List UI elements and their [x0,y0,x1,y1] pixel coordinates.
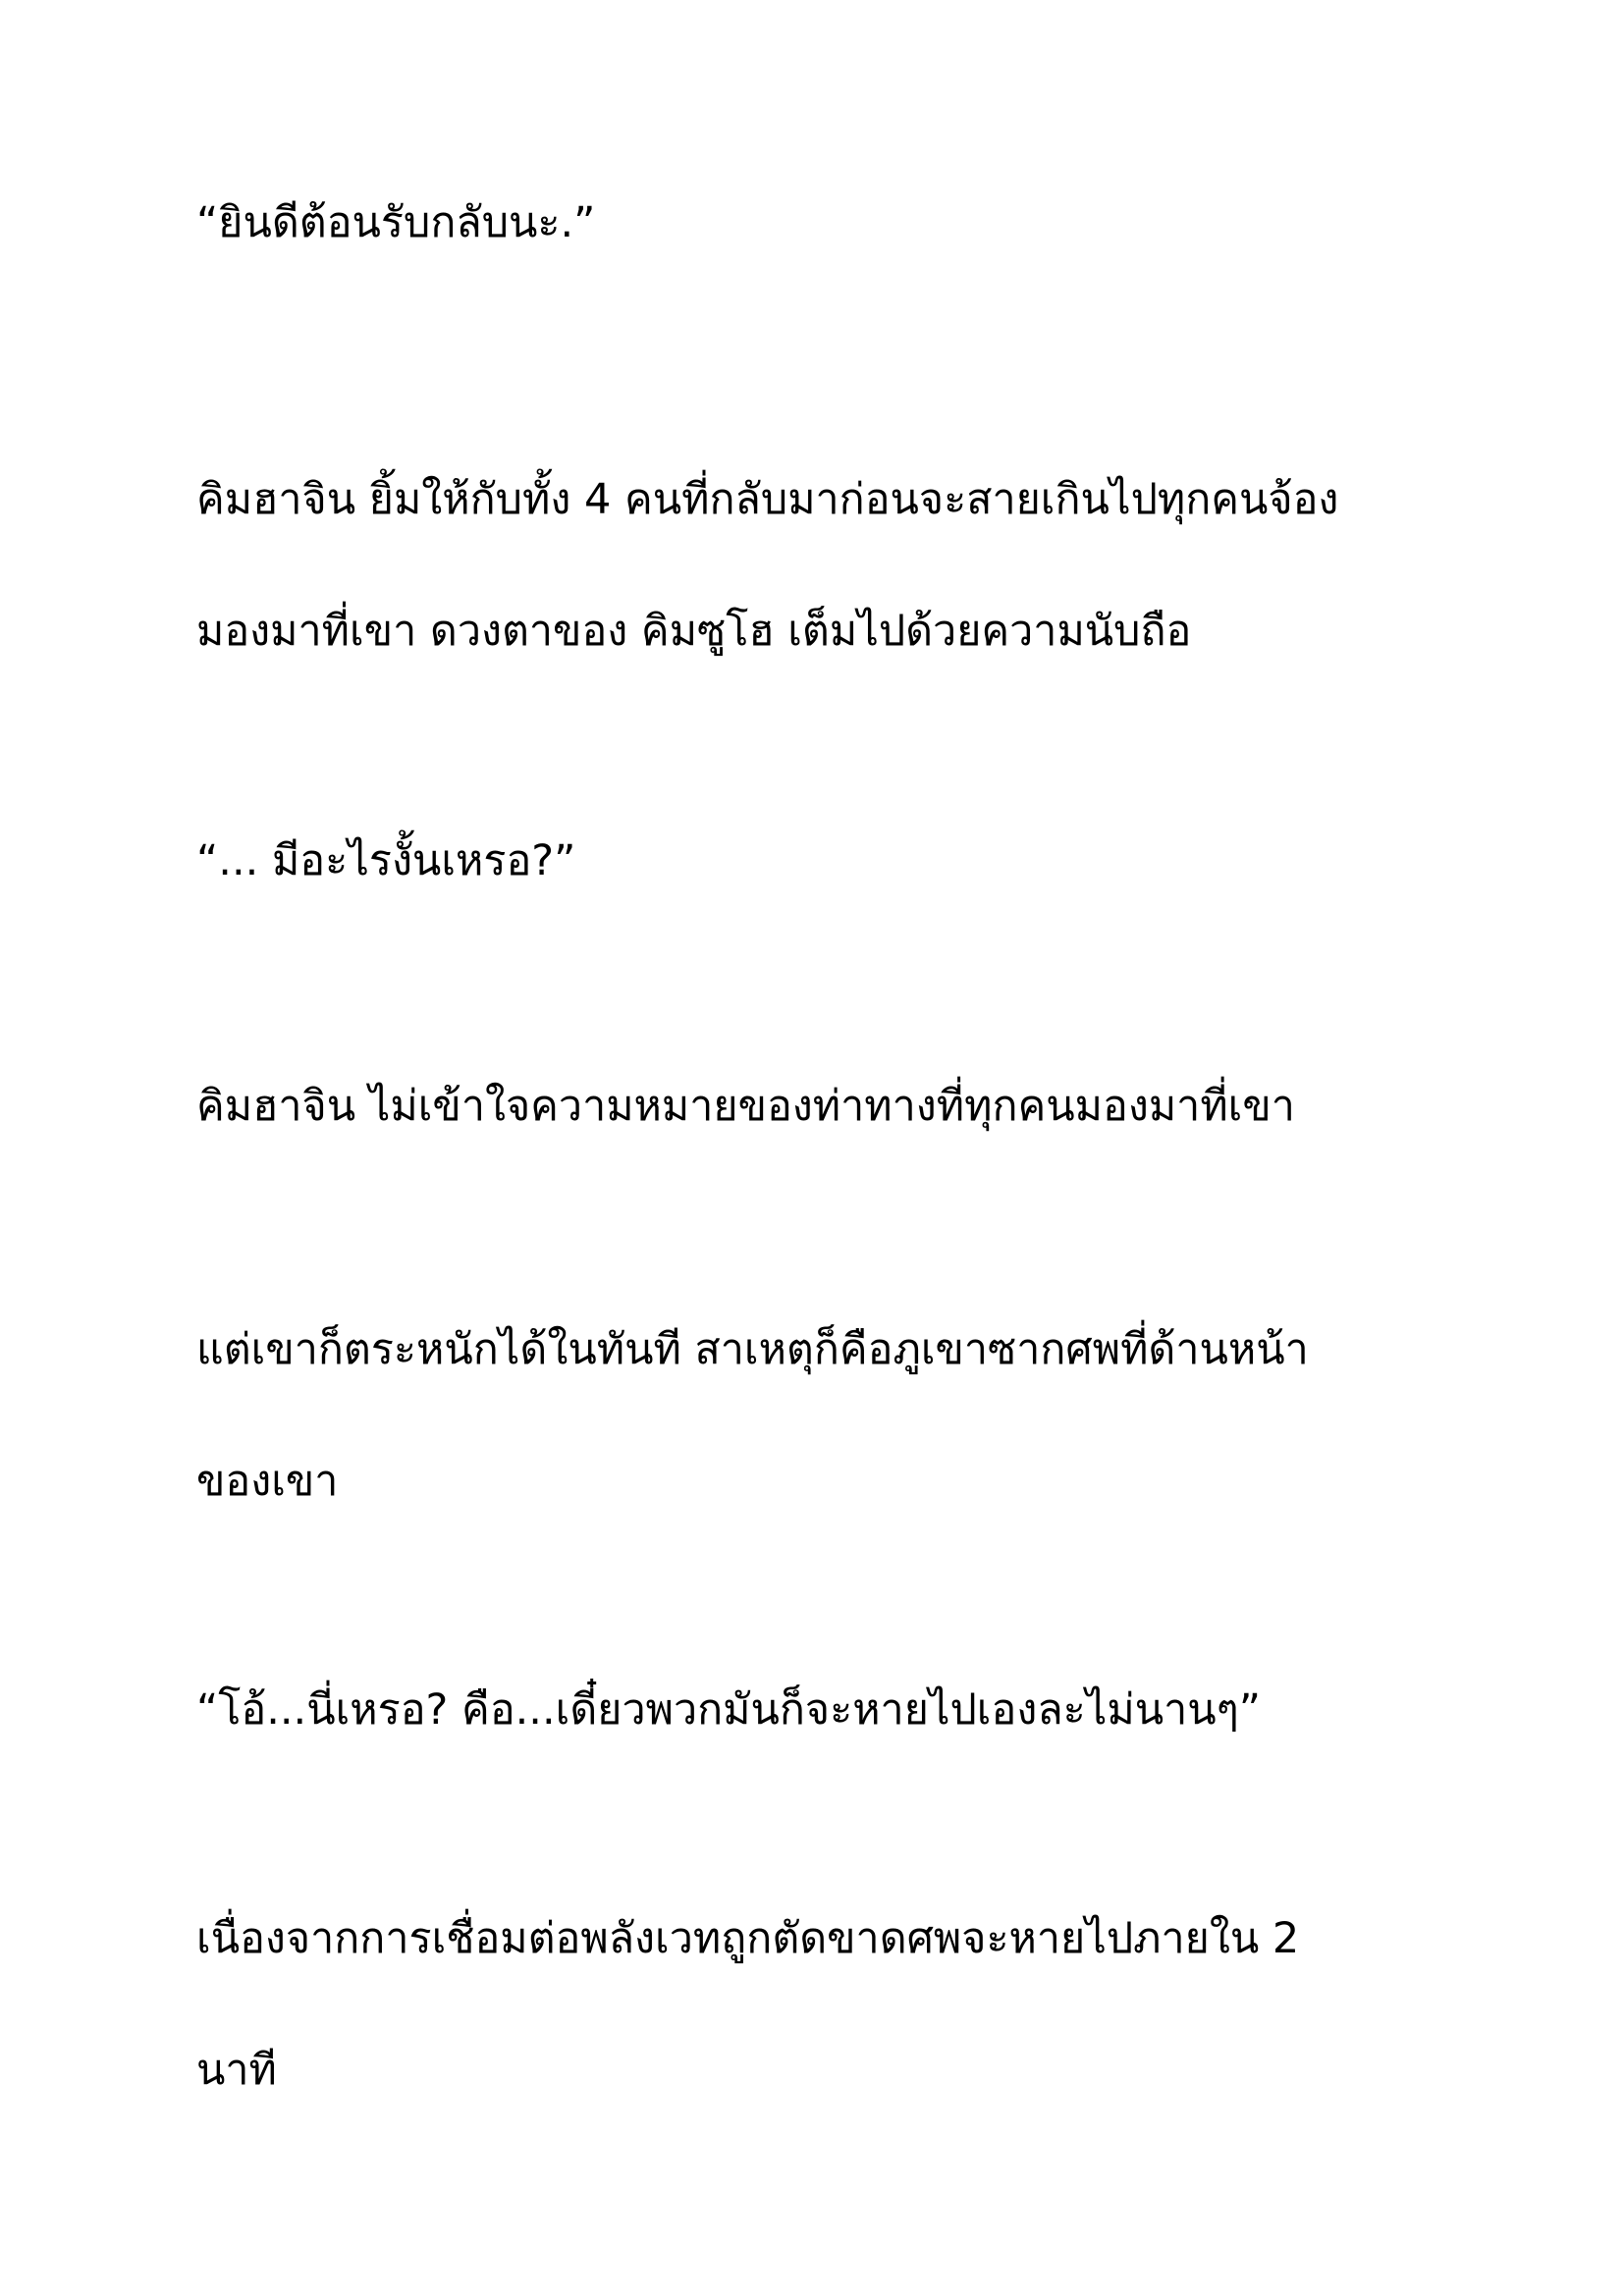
text-line: “ยินดีต้อนรับกลับนะ.” [196,198,596,247]
paragraph-confusion [196,1041,1473,1172]
text-line: นาที [196,2046,277,2095]
text-line: ของเขา [196,1457,339,1506]
paragraph-kim-hajin-smile [196,434,1473,697]
text-line: คิมฮาจิน ยิ้มให้กับทั้ง 4 คนที่กลับมาก่อนจะสายเกินไปทุกคนจ้อง [196,475,1339,524]
paragraph-explanation [196,1873,1473,2136]
paragraph-realization [196,1284,1473,1547]
text-line: แต่เขาก็ตระหนักได้ในทันที สาเหตุก็คือภูเขาซากศพที่ด้านหน้า [196,1325,1309,1374]
text-line: เนื่องจากการเชื่อมต่อพลังเวทถูกตัดขาดศพจะหายไปภายใน 2 [196,1914,1300,1963]
text-line: มองมาที่เขา ดวงตาของ คิมซูโฮ เต็มไปด้วยความนับถือ [196,607,1192,656]
text-line: คิมฮาจิน ไม่เข้าใจความหมายของท่าทางที่ทุกคนมองมาที่เขา [196,1082,1295,1131]
paragraph-question [196,795,1473,927]
text-line: “โอ้...นี่เหรอ? คือ...เดี๋ยวพวกมันก็จะหายไปเองละไม่นานๆ” [196,1685,1262,1735]
paragraph-dialogue [196,1644,1473,1776]
text-line: “... มีอะไรงั้นเหรอ?” [196,836,576,885]
paragraph-greeting [196,157,1473,289]
